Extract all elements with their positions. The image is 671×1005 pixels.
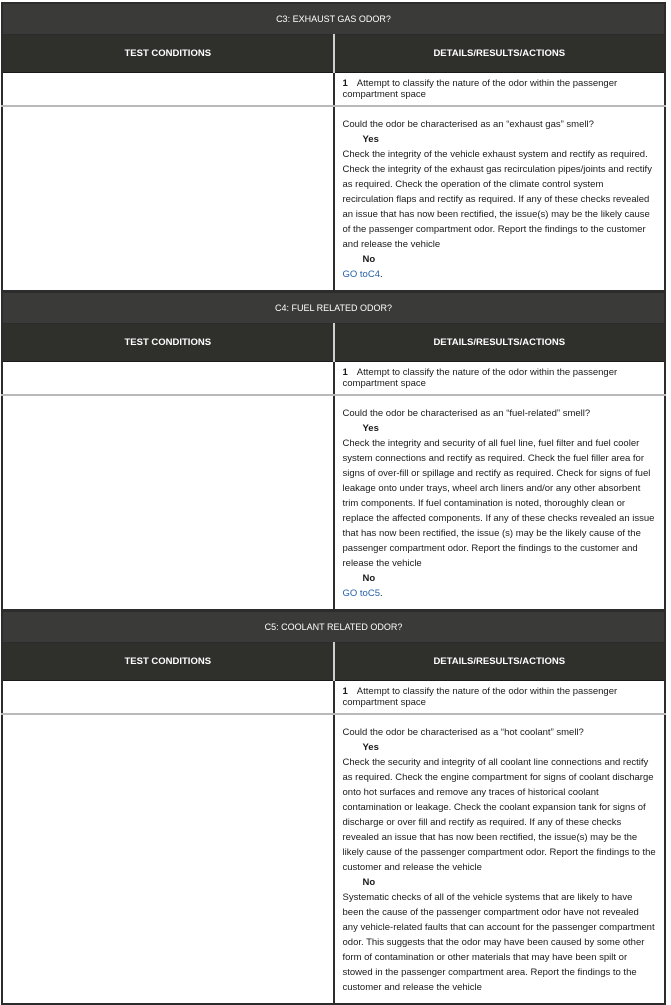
yes-action-text: Check the integrity of the vehicle exhaust system and rectify as required. Check the integrity of the exhaust gas recirculation pipes/joints and rectify as required. Check the operation of the climate control system recirculation flaps and rectify as required. If any of these checks revealed an issue that has now been rectified, the issue(s) may be the likely cause of the passenger compartment odor. Report the findings to the customer and release the vehicle <box>342 149 652 250</box>
no-label: No <box>362 254 376 265</box>
section-title: C5: COOLANT RELATED ODOR? <box>2 612 665 643</box>
section-c4 <box>1 292 666 611</box>
step-cell <box>334 362 666 396</box>
step-text: Attempt to classify the nature of the odor within the passenger compartment space <box>342 367 618 389</box>
no-label: No <box>362 573 376 584</box>
step-number: 1 <box>342 367 348 378</box>
step-number: 1 <box>342 78 348 89</box>
details-header: DETAILS/RESULTS/ACTIONS <box>334 35 666 73</box>
yes-label: Yes <box>362 134 379 145</box>
test-conditions-cell <box>2 681 334 715</box>
goto-c4-link[interactable]: GO toC4 <box>342 269 380 280</box>
yes-action-text: Check the security and integrity of all coolant line connections and rectify as required. Check the engine compartment for signs of coolant discharge onto hot surfaces and remove any traces of historical coolant contamination or leakage. Check the coolant expansion tank for signs of discharge or over fill and rectify as required. If any of these checks revealed an issue that has now been rectified, the issue(s) may be the likely cause of the passenger compartment odor. Report the findings to the customer and release the vehicle <box>342 757 656 873</box>
test-conditions-header: TEST CONDITIONS <box>2 35 334 73</box>
yes-label: Yes <box>362 742 379 753</box>
details-header: DETAILS/RESULTS/ACTIONS <box>334 324 666 362</box>
link-suffix: . <box>380 269 383 280</box>
diagnostic-document <box>1 0 666 1005</box>
yes-label: Yes <box>362 423 379 434</box>
step-cell <box>334 681 666 715</box>
goto-c5-link[interactable]: GO toC5 <box>342 588 380 599</box>
section-c5 <box>1 611 666 1005</box>
no-label: No <box>362 877 376 888</box>
question-text: Could the odor be characterised as a “hot coolant” smell? <box>342 727 584 738</box>
question-text: Could the odor be characterised as an “exhaust gas” smell? <box>342 119 594 130</box>
no-action-text: Systematic checks of all of the vehicle systems that are likely to have been the cause of the passenger compartment odor have not revealed any vehicle-related faults that can account for the passenger compartment odor. This suggests that the odor may have been caused by some other form of contamination or other materials that may have been spilt or stowed in the passenger compartment area. Report the findings to the customer and release the vehicle <box>342 892 655 993</box>
test-conditions-header: TEST CONDITIONS <box>2 643 334 681</box>
section-c3 <box>1 2 666 292</box>
test-conditions-cell <box>2 714 334 1004</box>
details-header: DETAILS/RESULTS/ACTIONS <box>334 643 666 681</box>
section-title: C3: EXHAUST GAS ODOR? <box>2 3 665 35</box>
step-cell <box>334 73 666 107</box>
step-text: Attempt to classify the nature of the odor within the passenger compartment space <box>342 686 618 708</box>
result-cell <box>334 106 666 291</box>
step-number: 1 <box>342 686 348 697</box>
yes-action-text: Check the integrity and security of all fuel line, fuel filter and fuel cooler system connections and rectify as required. Check the fuel filler area for signs of over-fill or spillage and rectify as required. Check for signs of fuel leakage onto under trays, wheel arch liners and/or any other absorbent trim components. If fuel contamination is noted, thoroughly clean or replace the affected components. If any of these checks revealed an issue that has now been rectified, the issue (s) may be the likely cause of the passenger compartment odor. Report the findings to the customer and release the vehicle <box>342 438 655 569</box>
question-text: Could the odor be characterised as an “fuel-related” smell? <box>342 408 591 419</box>
step-text: Attempt to classify the nature of the odor within the passenger compartment space <box>342 78 618 100</box>
result-cell <box>334 714 666 1004</box>
test-conditions-cell <box>2 106 334 291</box>
link-suffix: . <box>380 588 383 599</box>
result-cell <box>334 395 666 610</box>
test-conditions-cell <box>2 395 334 610</box>
test-conditions-header: TEST CONDITIONS <box>2 324 334 362</box>
test-conditions-cell <box>2 73 334 107</box>
section-title: C4: FUEL RELATED ODOR? <box>2 293 665 324</box>
test-conditions-cell <box>2 362 334 396</box>
